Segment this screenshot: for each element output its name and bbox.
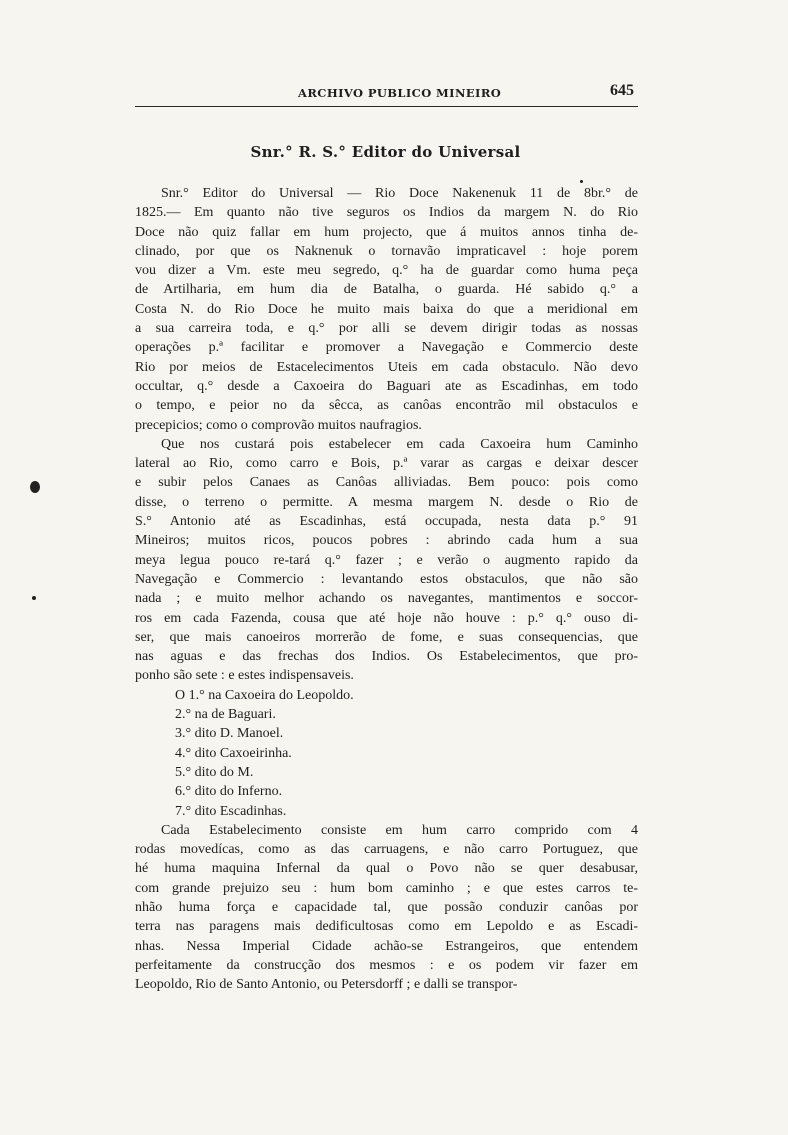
list-item: 3.° dito D. Manoel. xyxy=(175,726,284,742)
text-line: com grande prejuizo seu : hum bom caminho ; e que estes carros te- xyxy=(135,880,638,896)
text-line: Cada Estabelecimento consiste em hum carro comprido com 4 xyxy=(161,822,638,838)
text-line: a sua carreira toda, e q.° por alli se devem dirigir todas as nossas xyxy=(135,321,638,337)
establishments-list xyxy=(135,686,638,821)
paragraph-2 xyxy=(135,435,638,686)
text-line: Que nos custará pois estabelecer em cada Caxoeira hum Caminho xyxy=(161,436,638,452)
margin-dot xyxy=(580,180,583,183)
text-line: o tempo, e peior no da sêcca, as canôas encontrão mil obstaculos e xyxy=(135,398,638,414)
text-line: ponho são sete : e estes indispensaveis. xyxy=(135,668,354,684)
text-line: nada ; e muito melhor achando os navegantes, mantimentos e soccor- xyxy=(135,591,638,607)
list-item: 6.° dito do Inferno. xyxy=(175,784,283,800)
text-line: precepicios; como o comprovão muitos naufragios. xyxy=(135,417,422,433)
text-line: 1825.— Em quanto não tive seguros os Indios da margem N. do Rio xyxy=(135,205,638,221)
text-line: meya legua pouco re-tará q.° fazer ; e verão o augmento rapido da xyxy=(135,552,638,568)
running-header xyxy=(133,82,638,104)
list-item: 7.° dito Escadinhas. xyxy=(175,803,287,819)
text-line: clinado, por que os Naknenuk o tornavão impraticavel : hoje porem xyxy=(135,243,638,259)
text-line: hé huma maquina Infernal da qual o Povo não se quer desabusar, xyxy=(135,861,638,877)
text-line: terra nas paragens mais dedificultosas como em Lepoldo e as Escadi- xyxy=(135,919,638,935)
letter-body xyxy=(135,184,638,994)
text-line: nas aguas e das frechas dos Indios. Os Estabelecimentos, que pro- xyxy=(135,649,638,665)
text-line: Costa N. do Rio Doce he muito mais baixa do que a meridional em xyxy=(135,301,638,317)
text-line: lateral ao Rio, como carro e Bois, p.ª varar as cargas e deixar descer xyxy=(135,456,638,472)
margin-dot xyxy=(32,596,36,600)
text-line: Doce não quiz fallar em hum projecto, que á muitos annos tinha de- xyxy=(135,224,638,240)
text-line: ros em cada Fazenda, cousa que até hoje não houve : p.° q.° ouso di- xyxy=(135,610,638,626)
list-item: 4.° dito Caxoeirinha. xyxy=(175,745,292,761)
text-line: operações p.ª facilitar e promover a Navegação e Commercio deste xyxy=(135,340,638,356)
text-line: Leopoldo, Rio de Santo Antonio, ou Petersdorff ; e dalli se transpor- xyxy=(135,977,518,993)
text-line: Mineiros; muitos ricos, poucos pobres : abrindo cada hum a sua xyxy=(135,533,638,549)
running-title: ARCHIVO PUBLICO MINEIRO xyxy=(298,86,502,100)
text-line: Navegação e Commercio : levantando estos obstaculos, que não são xyxy=(135,571,638,587)
text-line: nhas. Nessa Imperial Cidade achão-se Estrangeiros, que entendem xyxy=(135,938,638,954)
list-item: 5.° dito do M. xyxy=(175,764,254,780)
margin-blot xyxy=(30,481,40,493)
text-line: perfeitamente da construcção dos mesmos : e os podem vir fazer em xyxy=(135,957,638,973)
list-item: 2.° na de Baguari. xyxy=(175,707,276,723)
text-line: rodas movedícas, como as das carruagens, e não carro Portuguez, que xyxy=(135,842,638,858)
text-line: ser, que mais canoeiros morrerão de fome, e suas consequencias, que xyxy=(135,629,638,645)
text-line: de Artilharia, em hum dia de Batalha, o guarda. Hé sabido q.° a xyxy=(135,282,638,298)
paragraph-3 xyxy=(135,821,638,995)
text-line: Snr.° Editor do Universal — Rio Doce Nakenenuk 11 de 8br.° de xyxy=(161,186,638,201)
page-number: 645 xyxy=(610,82,634,99)
text-line: vou dizer a Vm. este meu segredo, q.° ha de guardar como huma peça xyxy=(135,263,638,279)
text-line: Rio por meios de Estacelecimentos Uteis em cada obstaculo. Não devo xyxy=(135,359,638,375)
letter-title: Snr.° R. S.° Editor do Universal xyxy=(250,143,521,161)
text-line: nhão huma força e capacidade tal, que possão conduzir canôas por xyxy=(135,899,638,915)
text-line: e subir pelos Canaes as Canôas alliviadas. Bem pouco: pois como xyxy=(135,475,638,491)
text-line: disse, o terreno o permitte. A mesma margem N. desde o Rio de xyxy=(135,494,638,510)
list-item: O 1.° na Caxoeira do Leopoldo. xyxy=(175,687,354,703)
paragraph-1 xyxy=(135,184,638,435)
header-rule xyxy=(135,106,638,107)
text-line: S.° Antonio até as Escadinhas, está occupada, nesta data p.° 91 xyxy=(135,514,638,530)
text-line: occultar, q.° desde a Caxoeira do Baguari ate as Escadinhas, em todo xyxy=(135,378,638,394)
